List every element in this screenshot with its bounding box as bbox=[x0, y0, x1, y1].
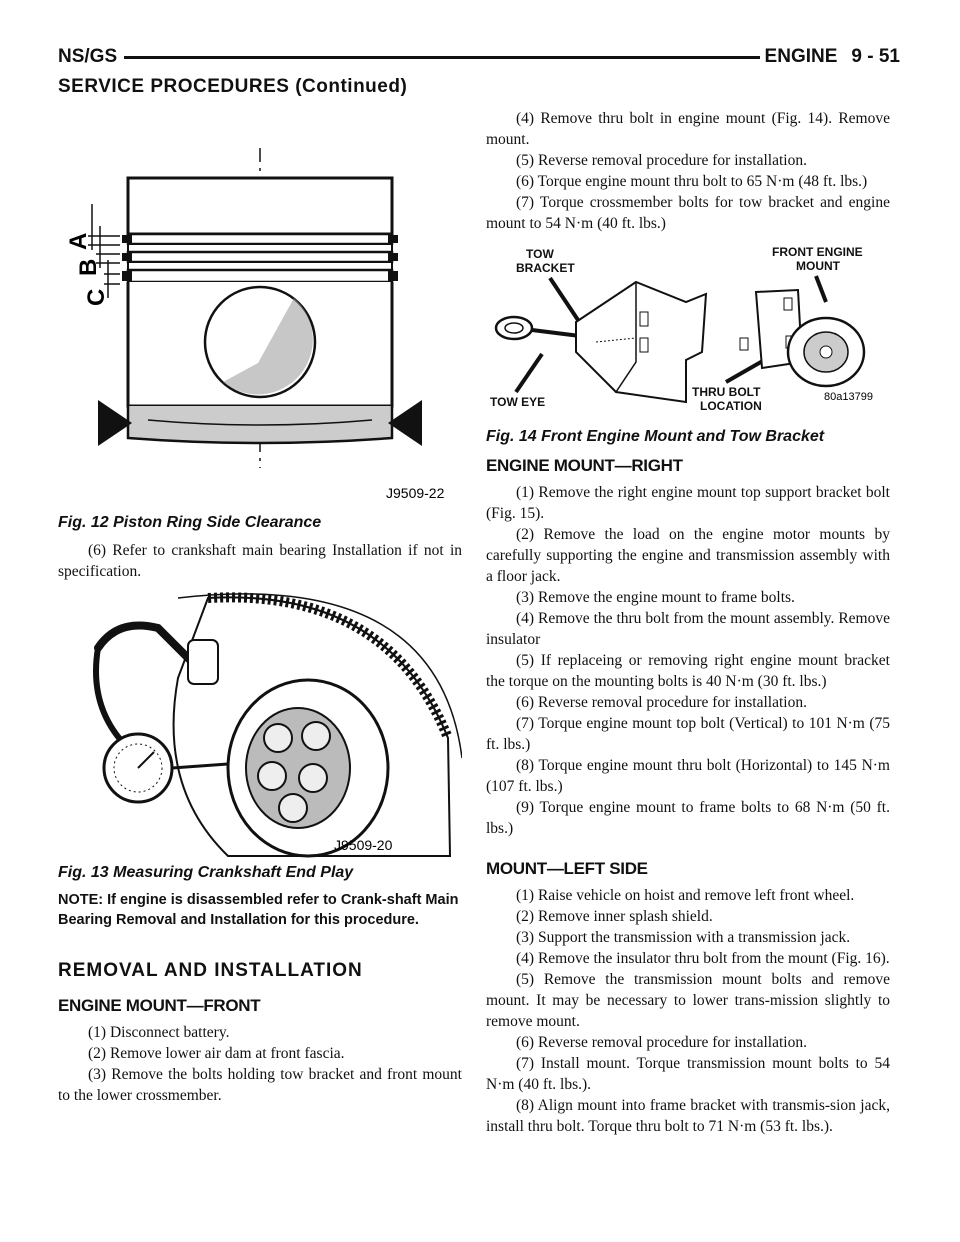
label-mount: MOUNT bbox=[796, 259, 840, 273]
step-text: (8) Torque engine mount thru bolt (Horizontal) to 145 N·m (107 ft. lbs.) bbox=[486, 757, 890, 795]
step-text: (5) If replaceing or removing right engine mount bracket the torque on the mounting bolts is 40 N·m (30 ft. lbs.) bbox=[486, 652, 890, 690]
step-text: (1) Disconnect battery. bbox=[88, 1024, 230, 1041]
step-text: (1) Remove the right engine mount top support bracket bolt (Fig. 15). bbox=[486, 484, 890, 522]
label-tow: TOW bbox=[526, 247, 554, 261]
label-front-engine: FRONT ENGINE bbox=[772, 245, 863, 259]
section-heading-removal: REMOVAL AND INSTALLATION bbox=[58, 960, 363, 981]
subheading-engine-mount-front: ENGINE MOUNT—FRONT bbox=[58, 996, 261, 1015]
label-location: LOCATION bbox=[700, 399, 762, 413]
step-text: (3) Remove the engine mount to frame bolts. bbox=[516, 589, 795, 606]
subheading-engine-mount-right: ENGINE MOUNT—RIGHT bbox=[486, 456, 683, 475]
subheading-mount-left-side: MOUNT—LEFT SIDE bbox=[486, 859, 648, 878]
step-text: (1) Raise vehicle on hoist and remove left front wheel. bbox=[516, 887, 855, 904]
step-text: (7) Torque crossmember bolts for tow bracket and engine mount to 54 N·m (40 ft. lbs.) bbox=[486, 194, 890, 232]
step-text: (4) Remove the insulator thru bolt from the mount (Fig. 16). bbox=[516, 950, 890, 967]
header-page-number: 9 - 51 bbox=[851, 46, 900, 67]
section-continued-title: SERVICE PROCEDURES (Continued) bbox=[58, 76, 408, 97]
step-text: (6) Reverse removal procedure for installation. bbox=[516, 1034, 807, 1051]
step-text: (6) Reverse removal procedure for installation. bbox=[516, 694, 807, 711]
page-header bbox=[58, 42, 900, 70]
figure-caption: Fig. 13 Measuring Crankshaft End Play bbox=[58, 864, 354, 881]
label-thru-bolt: THRU BOLT bbox=[692, 385, 761, 399]
step-text: (7) Install mount. Torque transmission mount bolts to 54 N·m (40 ft. lbs.). bbox=[486, 1055, 890, 1093]
step-text: (8) Align mount into frame bracket with transmis-sion jack, install thru bolt. Torque thru bolt to 71 N·m (53 ft. lbs.). bbox=[486, 1097, 890, 1135]
figure-caption: Fig. 12 Piston Ring Side Clearance bbox=[58, 514, 322, 531]
step-text: (5) Remove the transmission mount bolts and remove mount. It may be necessary to lower trans-mission slightly to remove mount. bbox=[486, 971, 890, 1030]
crankshaft-illustration bbox=[58, 588, 462, 860]
step-text: (3) Support the transmission with a transmission jack. bbox=[516, 929, 851, 946]
step-text: (2) Remove lower air dam at front fascia. bbox=[88, 1045, 345, 1062]
figure-caption: Fig. 14 Front Engine Mount and Tow Bracket bbox=[486, 428, 825, 445]
piston-ring-illustration bbox=[58, 108, 462, 510]
header-rule bbox=[124, 56, 760, 59]
step-text: (2) Remove the load on the engine motor mounts by carefully supporting the engine and transmission assembly with a floor jack. bbox=[486, 526, 890, 585]
figure-piston-ring-clearance bbox=[58, 108, 462, 532]
header-section: ENGINE bbox=[764, 46, 838, 67]
figure-crankshaft-end-play bbox=[58, 588, 462, 882]
step-text: (6) Torque engine mount thru bolt to 65 N·m (48 ft. lbs.) bbox=[516, 173, 868, 190]
note-text: NOTE: If engine is disassembled refer to Crank-shaft Main Bearing Removal and Installation for this procedure. bbox=[58, 892, 459, 928]
step-text: (7) Torque engine mount top bolt (Vertical) to 101 N·m (75 ft. lbs.) bbox=[486, 715, 890, 753]
step-text: (4) Remove the thru bolt from the mount assembly. Remove insulator bbox=[486, 610, 890, 648]
left-column bbox=[58, 108, 462, 1106]
tow-bracket-illustration bbox=[486, 242, 890, 424]
header-model: NS/GS bbox=[58, 46, 118, 67]
step-text: (2) Remove inner splash shield. bbox=[516, 908, 713, 925]
figure-front-mount-tow-bracket bbox=[486, 242, 890, 446]
header-right bbox=[751, 46, 900, 68]
figure-code: 80a13799 bbox=[824, 391, 873, 403]
step-text: (5) Reverse removal procedure for installation. bbox=[516, 152, 807, 169]
label-a: A bbox=[65, 232, 92, 250]
figure-code: J9509-22 bbox=[386, 485, 445, 501]
right-column bbox=[486, 108, 890, 1137]
figure-code: J9509-20 bbox=[334, 837, 393, 853]
label-tow-eye: TOW EYE bbox=[490, 395, 546, 409]
step-text: (6) Refer to crankshaft main bearing Installation if not in specification. bbox=[58, 542, 462, 580]
step-text: (3) Remove the bolts holding tow bracket and front mount to the lower crossmember. bbox=[58, 1066, 462, 1104]
label-bracket: BRACKET bbox=[516, 261, 575, 275]
label-c: C bbox=[83, 288, 110, 306]
label-b: B bbox=[75, 258, 102, 276]
step-text: (9) Torque engine mount to frame bolts to 68 N·m (50 ft. lbs.) bbox=[486, 799, 890, 837]
step-text: (4) Remove thru bolt in engine mount (Fig. 14). Remove mount. bbox=[486, 110, 890, 148]
